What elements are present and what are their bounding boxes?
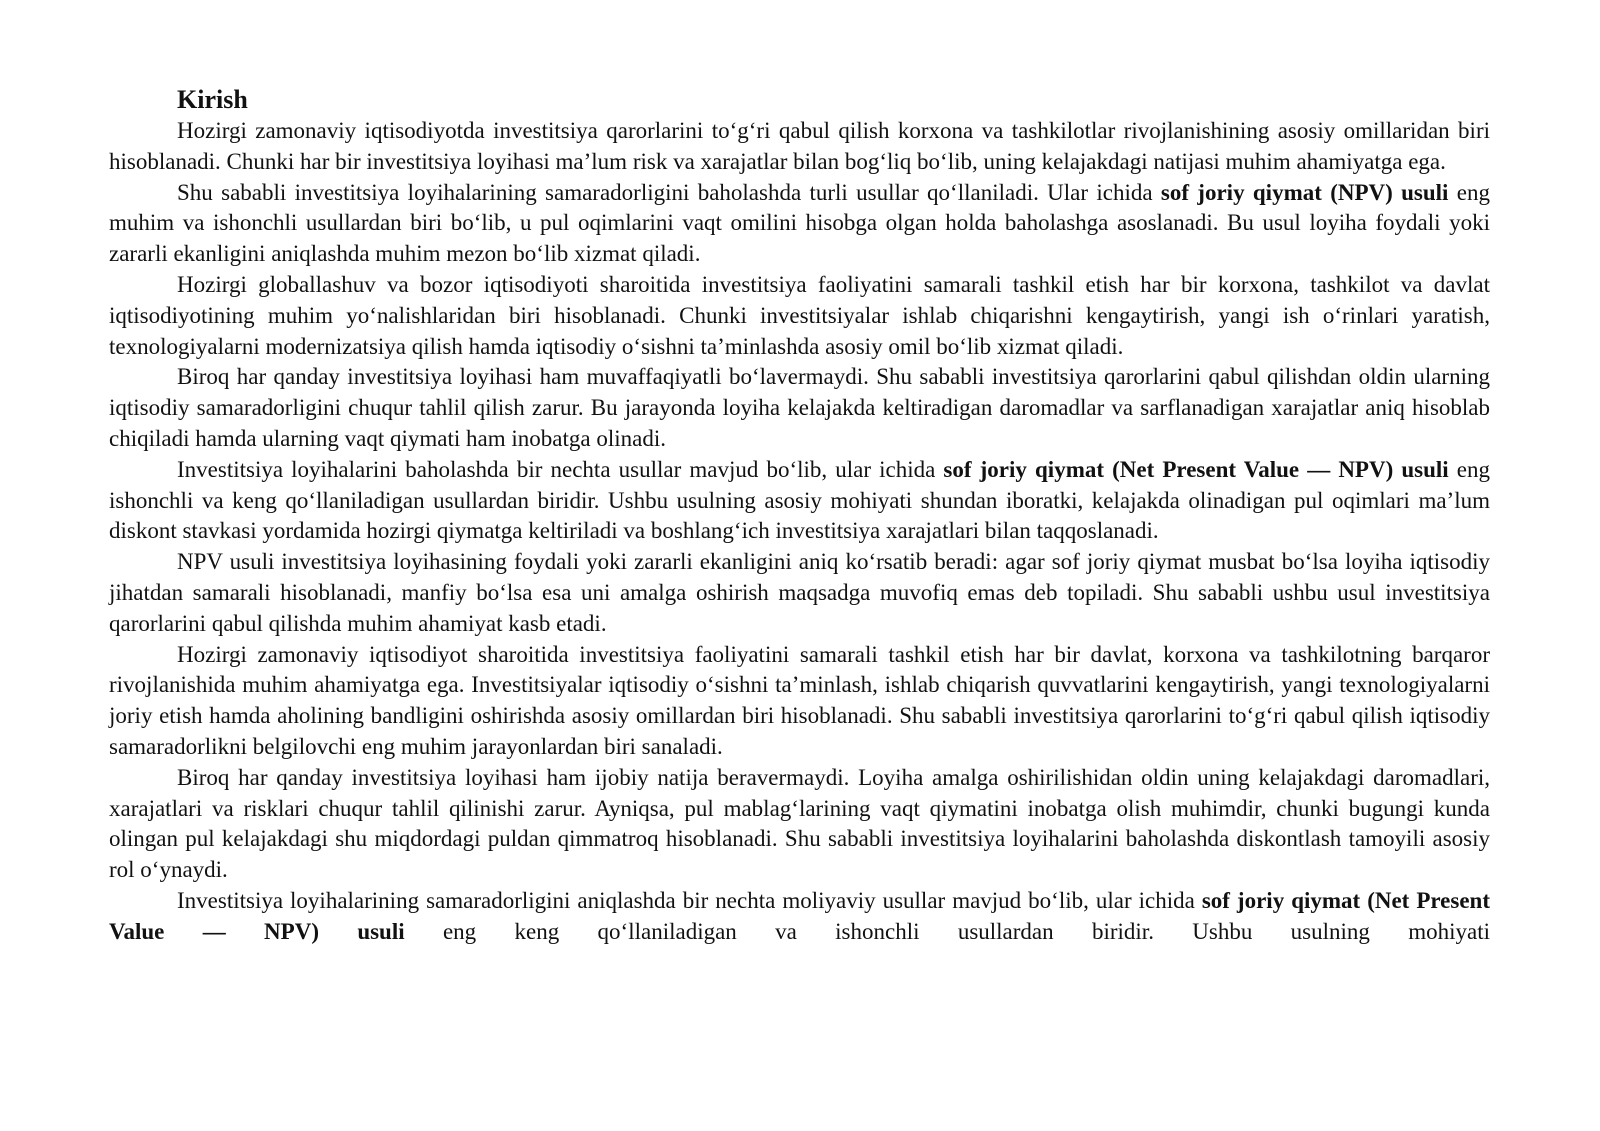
paragraph (109, 116, 1490, 178)
paragraph-text: Investitsiya loyihalarining samaradorligini aniqlashda bir nechta moliyaviy usullar mavjud bo‘lib, ular ichida (177, 887, 1202, 913)
paragraph-text: Investitsiya loyihalarini baholashda bir nechta usullar mavjud bo‘lib, ular ichida (177, 456, 944, 482)
paragraph (109, 640, 1490, 763)
bold-term: sof joriy qiymat (Net Present Value — NPV) usuli (109, 887, 1490, 944)
paragraph-text: Biroq har qanday investitsiya loyihasi ham ijobiy natija beravermaydi. Loyiha amalga oshirilishidan oldin uning kelajakdagi daromadlari, xarajatlari va risklari chuqur tahlil qilinishi zarur. Ayniqsa, pul mablag‘larining vaqt qiymatini inobatga olish muhimdir, chunki bugungi kunda olingan pul kelajakdagi shu miqdordagi puldan qimmatroq hisoblanadi. Shu sababli investitsiya loyihalarini baholashda diskontlash tamoyili asosiy rol o‘ynaydi. (109, 764, 1490, 883)
document-page (109, 84, 1490, 948)
paragraph (109, 178, 1490, 270)
paragraph-text: eng muhim va ishonchli usullardan biri bo‘lib, u pul oqimlarini vaqt omilini hisobga olgan holda baholashga asoslanadi. Bu usul loyiha foydali yoki zararli ekanligini aniqlashda muhim mezon bo‘lib xizmat qiladi. (109, 179, 1490, 267)
paragraph-text: Hozirgi globallashuv va bozor iqtisodiyoti sharoitida investitsiya faoliyatini samarali tashkil etish har bir korxona, tashkilot va davlat iqtisodiyotining muhim yo‘nalishlaridan biri hisoblanadi. Chunki investitsiyalar ishlab chiqarishni kengaytirish, yangi ish o‘rinlari yaratish, texnologiyalarni modernizatsiya qilish hamda iqtisodiy o‘sishni ta’minlashda asosiy omil bo‘lib xizmat qiladi. (109, 271, 1490, 359)
paragraph-text: eng ishonchli va keng qo‘llaniladigan usullardan biridir. Ushbu usulning asosiy mohiyati shundan iboratki, kelajakda olinadigan pul oqimlari ma’lum diskont stavkasi yordamida hozirgi qiymatga keltiriladi va boshlang‘ich investitsiya xarajatlari bilan taqqoslanadi. (109, 456, 1490, 544)
section-heading: Kirish (177, 85, 248, 114)
paragraph-text: Biroq har qanday investitsiya loyihasi ham muvaffaqiyatli bo‘lavermaydi. Shu sababli investitsiya qarorlarini qabul qilishdan oldin ularning iqtisodiy samaradorligini chuqur tahlil qilish zarur. Bu jarayonda loyiha kelajakda keltiradigan daromadlar va sarflanadigan xarajatlar aniq hisoblab chiqiladi hamda ularning vaqt qiymati ham inobatga olinadi. (109, 364, 1490, 451)
paragraph (109, 270, 1490, 362)
paragraph (109, 763, 1490, 886)
paragraph (109, 455, 1490, 547)
bold-term: sof joriy qiymat (NPV) usuli (1160, 179, 1449, 205)
paragraph-text: Hozirgi zamonaviy iqtisodiyotda investitsiya qarorlarini to‘g‘ri qabul qilish korxona va tashkilotlar rivojlanishining asosiy omillaridan biri hisoblanadi. Chunki har bir investitsiya loyihasi ma’lum risk va xarajatlar bilan bog‘liq bo‘lib, uning kelajakdagi natijasi muhim ahamiyatga ega. (109, 118, 1490, 174)
paragraph (109, 547, 1490, 639)
paragraph (109, 362, 1490, 454)
paragraph-text: Shu sababli investitsiya loyihalarining samaradorligini baholashda turli usullar qo‘llaniladi. Ular ichida (177, 179, 1161, 205)
paragraph-text: eng keng qo‘llaniladigan va ishonchli usullardan biridir. Ushbu usulning mohiyati (404, 918, 1490, 944)
paragraph-text: NPV usuli investitsiya loyihasining foydali yoki zararli ekanligini aniq ko‘rsatib beradi: agar sof joriy qiymat musbat bo‘lsa loyiha iqtisodiy jihatdan samarali hisoblanadi, manfiy bo‘lsa esa uni amalga oshirish maqsadga muvofiq emas deb topiladi. Shu sababli ushbu usul investitsiya qarorlarini qabul qilishda muhim ahamiyat kasb etadi. (109, 549, 1490, 636)
paragraph-text: Hozirgi zamonaviy iqtisodiyot sharoitida investitsiya faoliyatini samarali tashkil etish har bir davlat, korxona va tashkilotning barqaror rivojlanishida muhim ahamiyatga ega. Investitsiyalar iqtisodiy o‘sishni ta’minlash, ishlab chiqarish quvvatlarini kengaytirish, yangi texnologiyalarni joriy etish hamda aholining bandligini oshirishda asosiy omillardan biri hisoblanadi. Shu sababli investitsiya qarorlarini to‘g‘ri qabul qilish iqtisodiy samaradorlikni belgilovchi eng muhim jarayonlardan biri sanaladi. (109, 641, 1490, 759)
bold-term: sof joriy qiymat (Net Present Value — NPV) usuli (943, 456, 1449, 482)
paragraph (109, 886, 1490, 948)
